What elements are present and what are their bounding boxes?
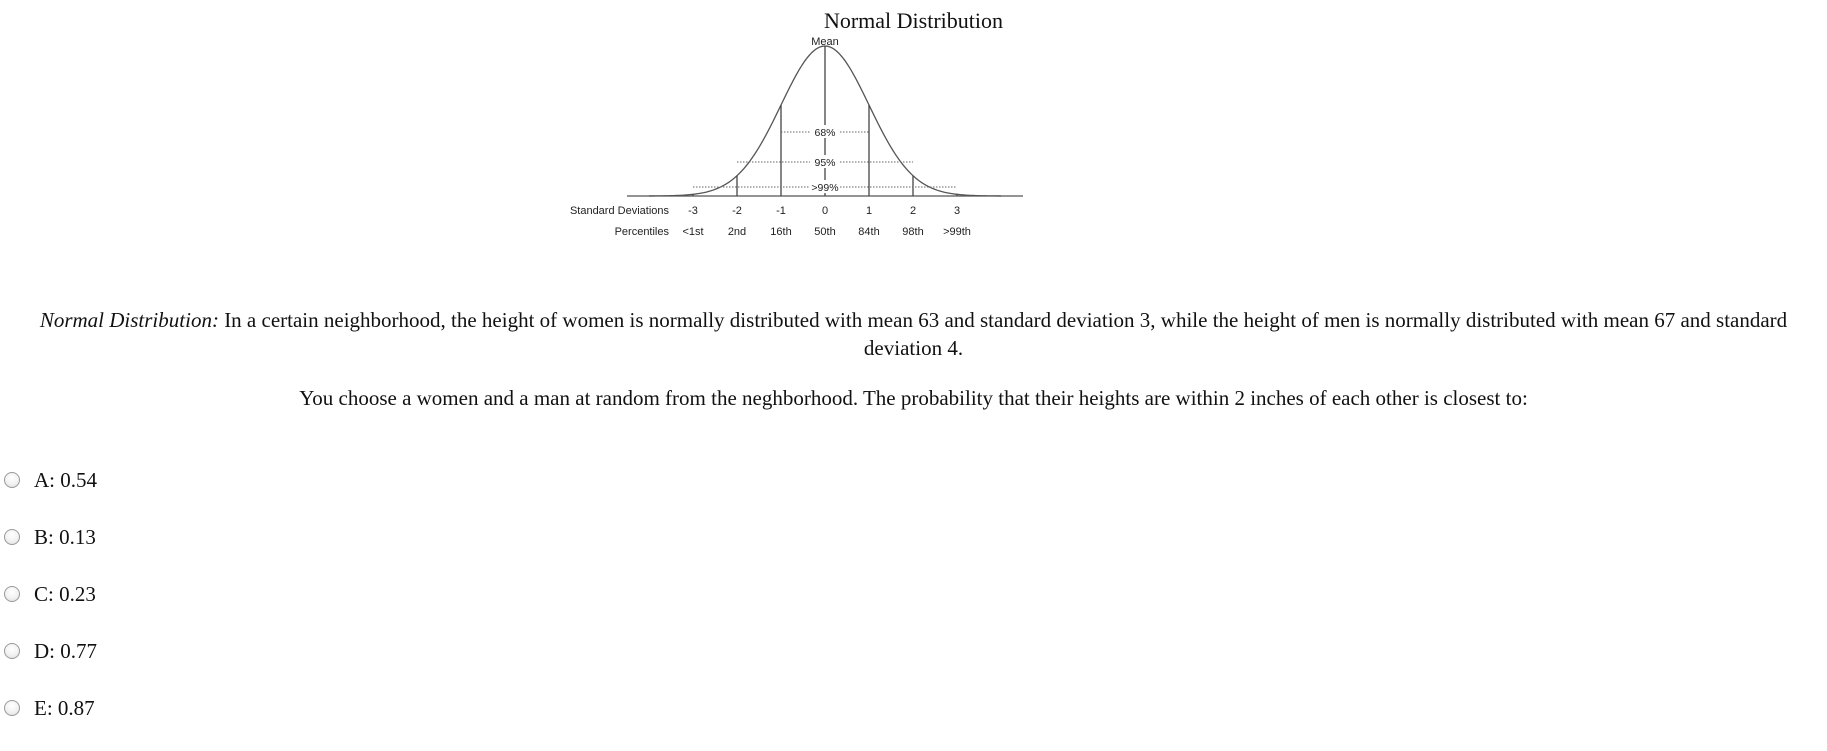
mean-label: Mean: [811, 36, 839, 48]
std-tick-label: -1: [776, 205, 786, 217]
option-a[interactable]: [4, 466, 97, 494]
option-b[interactable]: [4, 523, 97, 551]
std-tick-label: 3: [953, 205, 961, 217]
std-tick-label: 0: [821, 205, 829, 217]
option-b-radio[interactable]: [4, 529, 20, 545]
option-a-label: A: 0.54: [34, 467, 97, 492]
answer-options: [4, 466, 97, 751]
interval-label-3: >99%: [811, 182, 839, 194]
normal-distribution-chart: [569, 36, 1160, 276]
percentile-row-label: Percentiles: [614, 226, 669, 238]
std-tick-label: 1: [865, 205, 873, 217]
option-c-radio[interactable]: [4, 586, 20, 602]
question-text: [0, 306, 1827, 362]
percentile-tick-label: 16th: [770, 226, 792, 238]
std-tick-label: 2: [909, 205, 917, 217]
figure-title: Normal Distribution: [823, 8, 1004, 33]
percentile-tick-label: >99th: [943, 226, 971, 238]
option-a-radio[interactable]: [4, 472, 20, 488]
std-tick-label: -3: [688, 205, 698, 217]
option-e-radio[interactable]: [4, 700, 20, 716]
percentile-tick-label: 50th: [814, 226, 836, 238]
option-d-radio[interactable]: [4, 643, 20, 659]
percentile-tick-label: 84th: [858, 226, 880, 238]
question-lead: Normal Distribution:: [39, 308, 219, 332]
option-e-label: E: 0.87: [34, 695, 95, 720]
option-d[interactable]: [4, 637, 97, 665]
percentile-tick-label: 2nd: [727, 226, 747, 238]
option-b-label: B: 0.13: [34, 524, 96, 549]
std-tick-label: -2: [732, 205, 742, 217]
question-prompt: You choose a women and a man at random from the neghborhood. The probability that their heights are within 2 inches of each other is closest to:: [299, 386, 1528, 410]
option-c-label: C: 0.23: [34, 581, 96, 606]
percentile-tick-label: 98th: [902, 226, 924, 238]
percentile-tick-label: <1st: [682, 226, 704, 238]
option-c[interactable]: [4, 580, 97, 608]
std-row-label: Standard Deviations: [569, 205, 669, 217]
interval-label-2: 95%: [814, 157, 836, 169]
option-e[interactable]: [4, 694, 97, 722]
question-body: In a certain neighborhood, the height of women is normally distributed with mean 63 and standard deviation 3, while the height of men is normally distributed with mean 67 and standard deviation 4.: [224, 308, 1788, 360]
option-d-label: D: 0.77: [34, 638, 97, 663]
interval-label-1: 68%: [814, 127, 836, 139]
